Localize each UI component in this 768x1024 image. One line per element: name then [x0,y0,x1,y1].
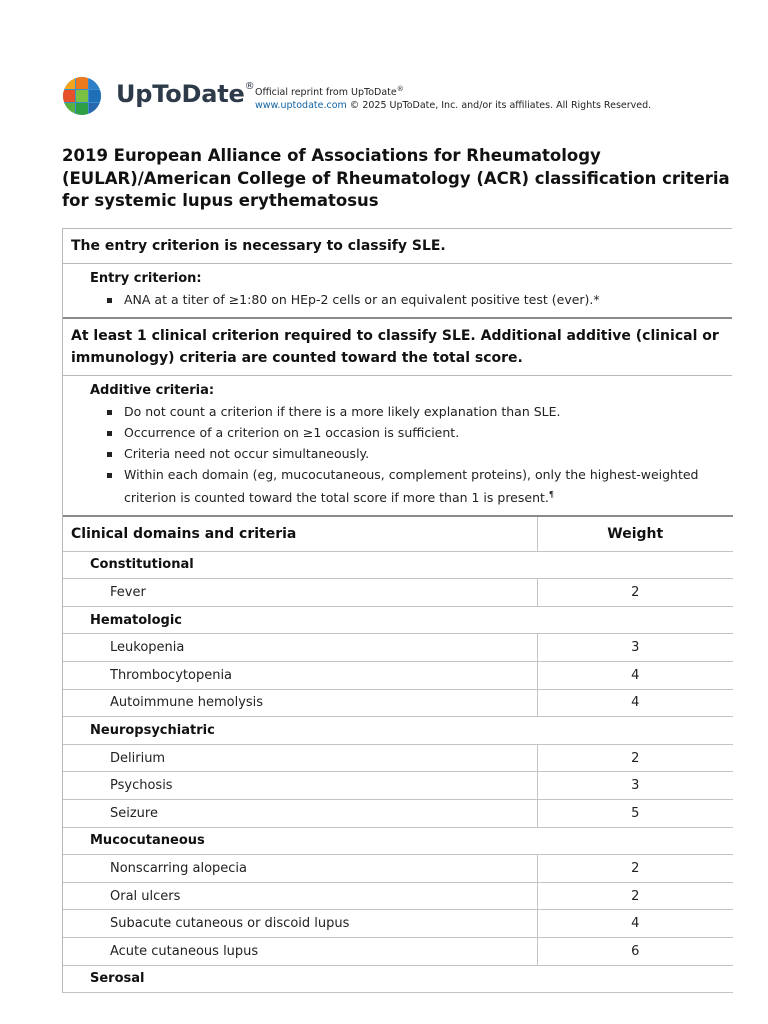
table-row [63,744,733,772]
criterion-cell: Oral ulcers [63,882,537,910]
weight-cell: 6 [537,937,733,965]
list-item: ANA at a titer of ≥1:80 on HEp-2 cells or an equivalent positive test (ever).* [90,290,724,310]
uptodate-logo-icon [62,76,102,116]
criterion-cell: Acute cutaneous lupus [63,937,537,965]
entry-list [90,290,724,310]
table-row [63,662,733,690]
entry-label: Entry criterion: [90,271,202,286]
domain-row-serosal [63,965,733,993]
list-item: Criteria need not occur simultaneously. [90,444,724,464]
criterion-cell: Thrombocytopenia [63,662,537,690]
table-row [63,855,733,883]
col-weight-header: Weight [537,516,733,551]
entry-body [63,263,732,317]
list-item-text: Within each domain (eg, mucocutaneous, complement proteins), only the highest-weighted criterion is counted toward the total score if more than 1 is present. [124,467,699,506]
list-item: Do not count a criterion if there is a more likely explanation than SLE. [90,402,724,422]
additive-list [90,402,724,508]
criterion-cell: Nonscarring alopecia [63,855,537,883]
domain-name: Mucocutaneous [63,827,733,855]
criterion-cell: Fever [63,579,537,607]
weight-cell: 4 [537,689,733,717]
list-item: Occurrence of a criterion on ≥1 occasion is sufficient. [90,423,724,443]
col-domain-header: Clinical domains and criteria [63,516,537,551]
brand-text: UpToDate [116,80,245,108]
domain-name: Constitutional [63,551,733,579]
weight-cell: 2 [537,882,733,910]
brand-registered-mark: ® [244,81,255,92]
criterion-cell: Leukopenia [63,634,537,662]
domain-row-hematologic [63,606,733,634]
table-row [63,579,733,607]
domains-table [63,515,733,993]
additive-body [63,375,732,515]
table-row [63,882,733,910]
pilcrow-mark: ¶ [548,490,554,499]
table-row [63,800,733,828]
weight-cell: 2 [537,579,733,607]
additive-label: Additive criteria: [90,383,215,398]
criterion-cell: Autoimmune hemolysis [63,689,537,717]
weight-cell: 4 [537,662,733,690]
domain-name: Neuropsychiatric [63,717,733,745]
criterion-cell: Psychosis [63,772,537,800]
table-row [63,689,733,717]
domain-row-mucocutaneous [63,827,733,855]
weight-cell: 3 [537,772,733,800]
additive-heading: At least 1 clinical criterion required to classify SLE. Additional additive (clinical or immunology) criteria are counted toward the total score. [63,317,732,375]
page-title: 2019 European Alliance of Associations for Rheumatology (EULAR)/American College of Rheumatology (ACR) classification criteria for systemic lupus erythematosus [62,146,730,210]
criterion-cell: Seizure [63,800,537,828]
reprint-header [62,76,742,116]
copyright-text: © 2025 UpToDate, Inc. and/or its affiliates. All Rights Reserved. [346,100,652,112]
weight-cell: 2 [537,855,733,883]
reprint-line: Official reprint from UpToDate [255,87,397,99]
table-header-row [63,516,733,551]
brand-name [116,80,254,108]
domain-row-neuropsychiatric [63,717,733,745]
domain-name: Serosal [63,965,733,993]
domain-name: Hematologic [63,606,733,634]
criterion-cell: Delirium [63,744,537,772]
weight-cell: 3 [537,634,733,662]
table-row [63,937,733,965]
reprint-registered-mark: ® [396,85,404,93]
table-row [63,634,733,662]
weight-cell: 2 [537,744,733,772]
domain-row-constitutional [63,551,733,579]
uptodate-site-link[interactable]: www.uptodate.com [255,100,347,112]
criterion-cell: Subacute cutaneous or discoid lupus [63,910,537,938]
entry-heading: The entry criterion is necessary to classify SLE. [63,228,732,263]
weight-cell: 4 [537,910,733,938]
list-item [90,465,724,508]
criteria-table [62,228,732,993]
table-row [63,772,733,800]
table-row [63,910,733,938]
reprint-notice [255,83,651,112]
weight-cell: 5 [537,800,733,828]
